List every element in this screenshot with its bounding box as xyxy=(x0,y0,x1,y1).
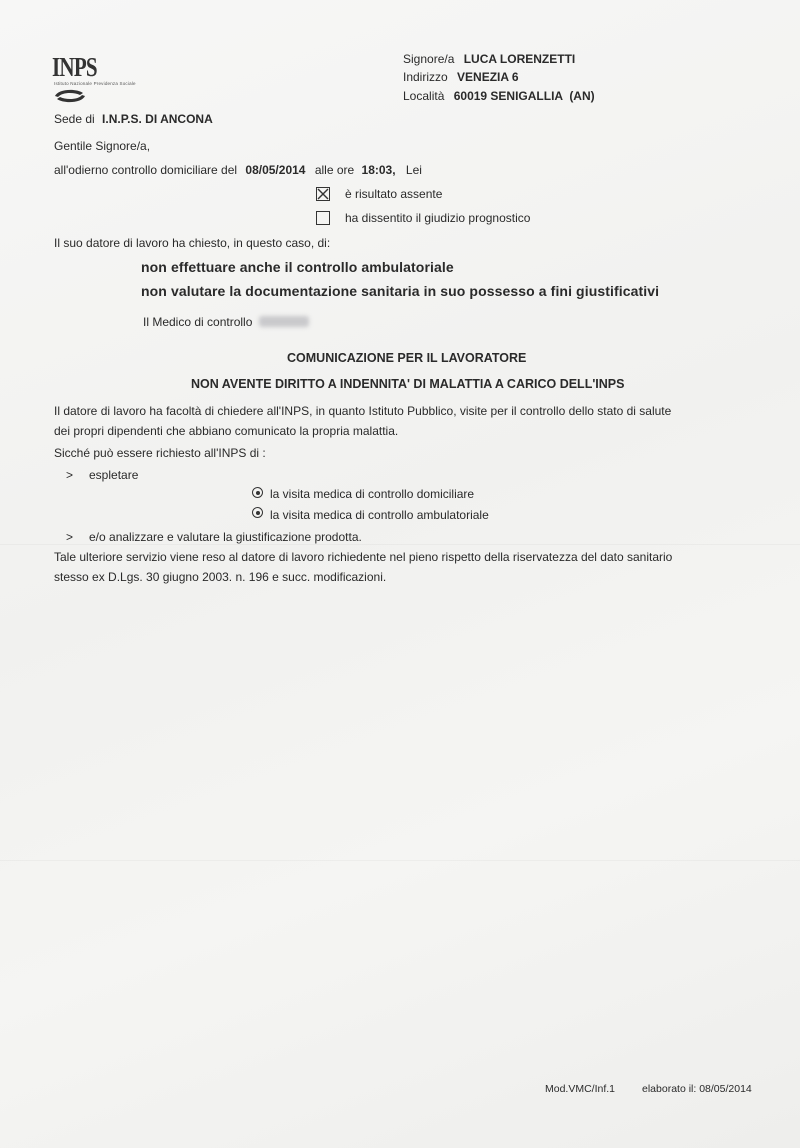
inps-emblem-icon xyxy=(52,87,88,105)
office-line xyxy=(54,112,213,126)
doctor-label: Il Medico di controllo xyxy=(143,315,253,329)
paragraph-3-line-1: Tale ulteriore servizio viene reso al datore di lavoro richiedente nel pieno rispetto della riservatezza del dato sanitario xyxy=(54,550,673,564)
paragraph-1-line-2: dei propri dipendenti che abbiano comunicato la propria malattia. xyxy=(54,424,399,438)
paragraph-3-line-2: stesso ex D.Lgs. 30 giugno 2003. n. 196 e succ. modificazioni. xyxy=(54,570,387,584)
logo-text: INPS xyxy=(52,52,97,82)
inspection-time-label: alle ore xyxy=(314,163,355,177)
bullet-marker: > xyxy=(66,468,74,482)
doctor-name-redacted xyxy=(259,316,309,327)
home-visit-label: la visita medica di controllo domiciliare xyxy=(270,487,475,501)
bullet-espletare: espletare xyxy=(89,468,139,482)
inspection-suffix: Lei xyxy=(405,163,422,177)
home-visit-radio[interactable] xyxy=(252,487,263,498)
cross-mark-icon xyxy=(317,188,329,200)
logo-subtitle: Istituto Nazionale Previdenza Sociale xyxy=(54,81,136,86)
recipient-address xyxy=(403,70,519,84)
ambulatory-visit-radio[interactable] xyxy=(252,507,263,518)
recipient-address-value: VENEZIA 6 xyxy=(457,70,519,84)
paper-fold xyxy=(0,860,800,861)
bullet-marker: > xyxy=(66,530,74,544)
dissent-checkbox[interactable] xyxy=(316,211,330,225)
inspection-line xyxy=(54,163,422,177)
absent-checkbox[interactable] xyxy=(316,187,330,201)
greeting: Gentile Signore/a, xyxy=(54,139,151,153)
paragraph-1-line-1: Il datore di lavoro ha facoltà di chiedere all'INPS, in quanto Istituto Pubblico, visite per il controllo dello stato di salute xyxy=(54,404,672,418)
footer-processed-date: elaborato il: 08/05/2014 xyxy=(642,1083,752,1095)
inspection-time: 18:03, xyxy=(361,163,396,177)
footer-model: Mod.VMC/Inf.1 xyxy=(545,1083,616,1095)
bullet-analyze: e/o analizzare e valutare la giustificazione prodotta. xyxy=(89,530,362,544)
recipient-name-label: Signore/a xyxy=(403,52,455,66)
inps-logo xyxy=(50,52,170,112)
inspection-date: 08/05/2014 xyxy=(245,163,306,177)
office-value: I.N.P.S. DI ANCONA xyxy=(102,112,213,126)
recipient-city xyxy=(403,89,595,103)
ambulatory-visit-label: la visita medica di controllo ambulatoriale xyxy=(270,508,489,522)
paper-fold xyxy=(0,544,800,545)
recipient-name-value: LUCA LORENZETTI xyxy=(463,52,576,66)
office-label: Sede di xyxy=(54,112,95,126)
request-no-documentation: non valutare la documentazione sanitaria in suo possesso a fini giustificativi xyxy=(141,283,660,299)
inspection-prefix: all'odierno controllo domiciliare del xyxy=(54,163,238,177)
communication-subtitle: NON AVENTE DIRITTO A INDENNITA' DI MALATTIA A CARICO DELL'INPS xyxy=(191,377,625,391)
absent-option-label: è risultato assente xyxy=(345,187,443,201)
dissent-option-label: ha dissentito il giudizio prognostico xyxy=(345,211,531,225)
recipient-address-label: Indirizzo xyxy=(403,70,448,84)
recipient-name xyxy=(403,52,575,66)
paragraph-2: Sicché può essere richiesto all'INPS di : xyxy=(54,446,266,460)
communication-title: COMUNICAZIONE PER IL LAVORATORE xyxy=(287,351,527,365)
employer-request: Il suo datore di lavoro ha chiesto, in questo caso, di: xyxy=(54,236,331,250)
recipient-city-value: 60019 SENIGALLIA (AN) xyxy=(453,89,595,103)
request-no-ambulatory: non effettuare anche il controllo ambulatoriale xyxy=(141,259,454,275)
recipient-city-label: Località xyxy=(403,89,445,103)
